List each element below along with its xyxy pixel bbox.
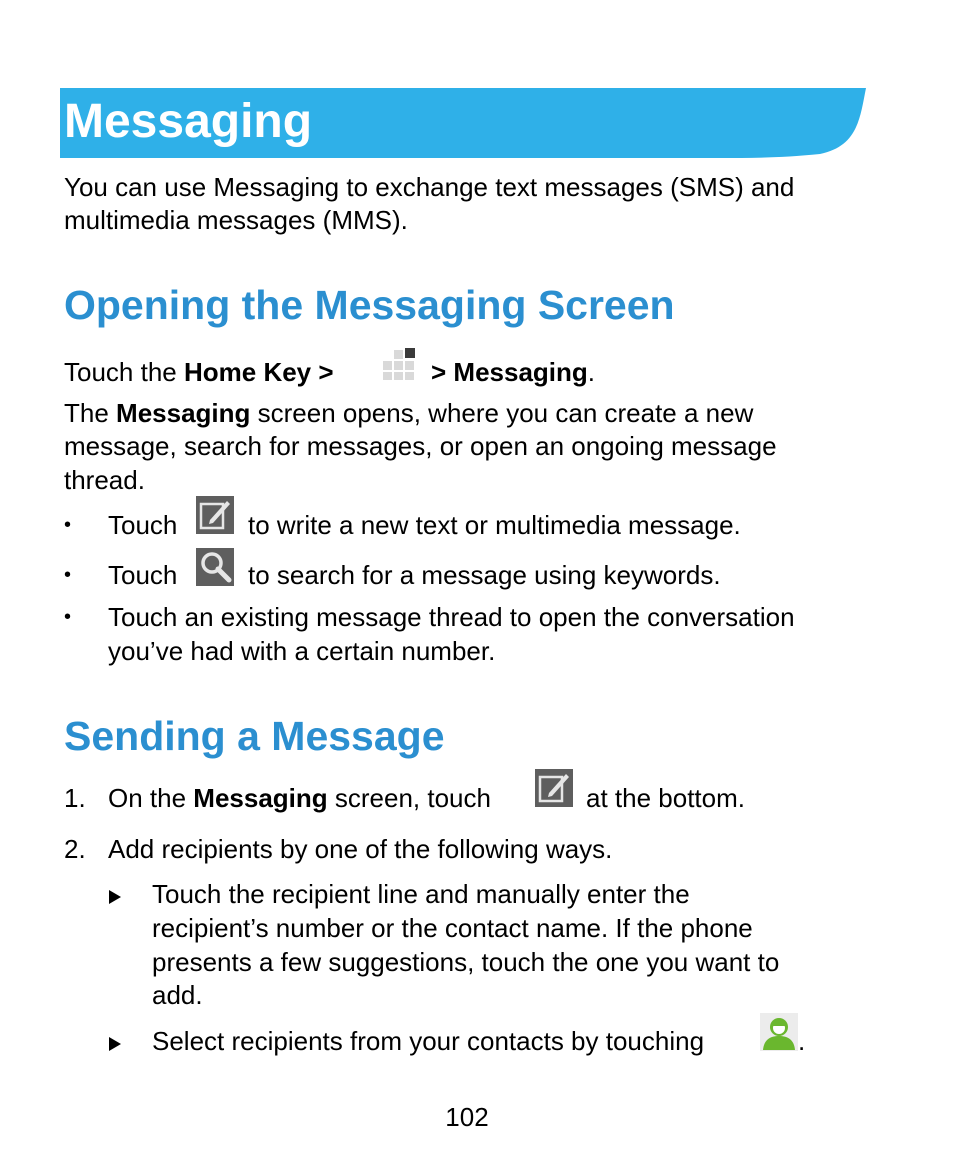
- nav-suffix: > Messaging: [431, 357, 588, 387]
- page-title: Messaging: [64, 95, 313, 148]
- step-1-bold: Messaging: [193, 783, 328, 813]
- step-1-text: [108, 781, 491, 815]
- nav-messaging: [431, 355, 595, 389]
- bullet-1-before: Touch: [108, 510, 178, 540]
- desc-line-3: thread.: [64, 465, 145, 495]
- triangle-bullet-icon: [109, 890, 121, 904]
- nav-home-key: Home Key >: [183, 357, 334, 387]
- sub-1-line-3: presents a few suggestions, touch the one you want to: [152, 947, 780, 977]
- apps-grid-icon: [381, 346, 417, 387]
- title-banner: [60, 88, 866, 159]
- bullet-2-after: to search for a message using keywords.: [248, 560, 721, 590]
- bullet-glyph: •: [64, 606, 72, 628]
- sub-1-line-1: Touch the recipient line and manually enter the: [152, 879, 690, 909]
- bullet-1-after: to write a new text or multimedia message.: [248, 510, 741, 540]
- step-2-text: Add recipients by one of the following ways.: [108, 834, 613, 864]
- bullet-3-line-1: Touch an existing message thread to open the conversation: [108, 602, 795, 632]
- bullet-2-before: Touch: [108, 560, 178, 590]
- desc-bold: Messaging: [116, 398, 251, 428]
- intro-line-1: You can use Messaging to exchange text messages (SMS) and: [64, 172, 795, 202]
- nav-period: .: [587, 357, 596, 387]
- contact-icon: [760, 1013, 798, 1056]
- compose-icon: [535, 769, 573, 812]
- section-heading-sending: Sending a Message: [64, 713, 445, 759]
- bullet-3-line-2: you’ve had with a certain number.: [108, 636, 496, 666]
- step-2-number: 2.: [64, 834, 86, 864]
- sub-1-line-2: recipient’s number or the contact name. If the phone: [152, 913, 753, 943]
- page-number: 102: [445, 1102, 489, 1132]
- desc-rest: screen opens, where you can create a new: [250, 398, 754, 428]
- section-heading-opening: Opening the Messaging Screen: [64, 282, 675, 328]
- search-icon: [196, 548, 234, 591]
- intro-line-2: multimedia messages (MMS).: [64, 205, 408, 235]
- bullet-glyph: •: [64, 514, 72, 536]
- bullet-glyph: •: [64, 564, 72, 586]
- nav-prefix: Touch the: [64, 357, 184, 387]
- sub-1-line-4: add.: [152, 980, 203, 1010]
- sub-2-period: .: [798, 1026, 806, 1056]
- step-1-mid: screen, touch: [327, 783, 491, 813]
- sub-2-text: Select recipients from your contacts by touching: [152, 1026, 705, 1056]
- step-1-before: On the: [108, 783, 194, 813]
- step-1-number: 1.: [64, 783, 86, 813]
- desc-line-1: [64, 396, 753, 430]
- step-1-after: at the bottom.: [586, 783, 745, 813]
- triangle-bullet-icon: [109, 1037, 121, 1051]
- desc-line-2: message, search for messages, or open an ongoing message: [64, 431, 777, 461]
- nav-instruction: [64, 355, 334, 389]
- desc-the: The: [64, 398, 117, 428]
- compose-icon: [196, 496, 234, 539]
